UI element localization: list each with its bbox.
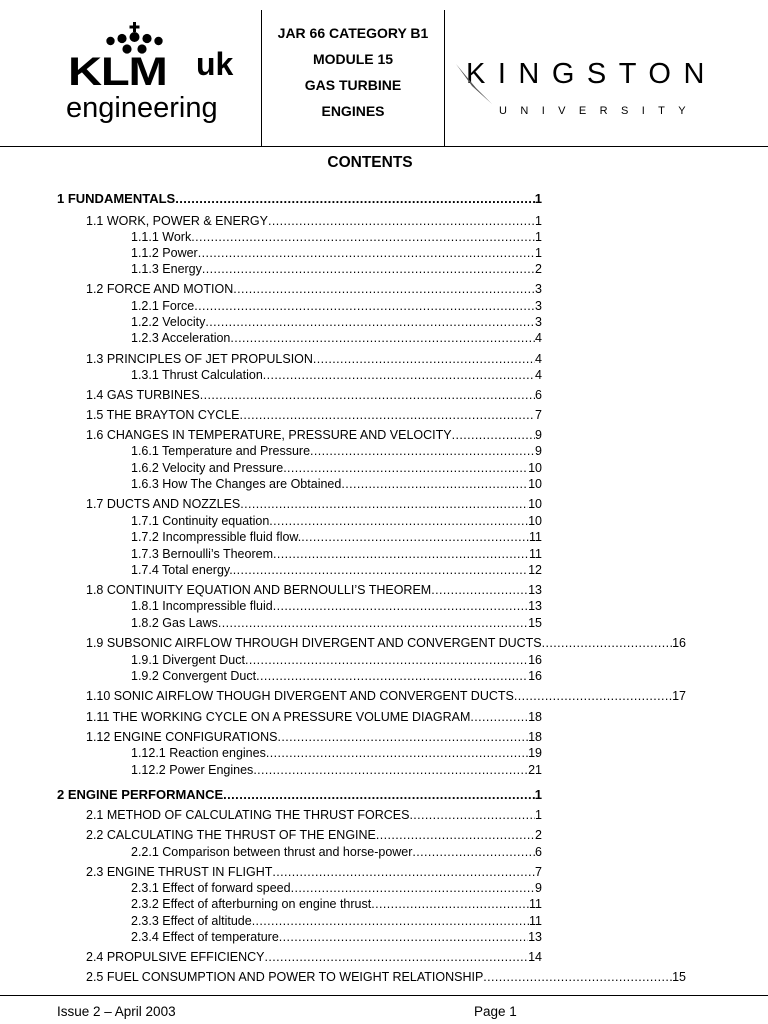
klm-uk-engineering-logo [66,22,256,132]
toc-entry-title: 2 ENGINE PERFORMANCE [57,787,224,802]
toc-dot-leader [253,762,528,778]
toc-dot-leader [263,367,535,383]
toc-subsection[interactable] [131,745,542,761]
toc-dot-leader [202,261,535,277]
toc-subsection[interactable] [131,929,542,945]
toc-subsection[interactable] [131,476,542,492]
toc-entry-title: 1.7.2 Incompressible fluid flow. [131,530,302,544]
toc-section[interactable] [86,427,542,443]
toc-entry-title: 1 FUNDAMENTALS [57,191,176,206]
toc-entry-title: 1.2.3 Acceleration [131,331,231,345]
module-title-block [262,20,444,124]
toc-dot-leader [452,427,535,443]
toc-dot-leader [265,949,529,965]
toc-entry-title: 2.3.3 Effect of altitude [131,914,252,928]
toc-subsection[interactable] [131,245,542,261]
toc-entry-page: 9 [535,444,542,458]
toc-subsection[interactable] [131,513,542,529]
toc-entry-page: 6 [535,845,542,859]
toc-dot-leader [218,615,528,631]
toc-entry-page: 1 [535,230,542,244]
toc-dot-leader [200,387,535,403]
contents-title: CONTENTS [327,154,413,171]
toc-dot-leader [205,314,535,330]
toc-entry-page: 17 [672,689,686,703]
toc-entry-page: 9 [535,881,542,895]
toc-entry-title: 1.8.1 Incompressible fluid [131,599,273,613]
toc-section[interactable] [86,709,542,725]
toc-dot-leader [273,598,528,614]
toc-entry-page: 18 [528,730,542,744]
toc-entry-title: 2.3.1 Effect of forward speed [131,881,291,895]
toc-dot-leader [268,213,535,229]
toc-entry-title: 2.3.4 Effect of temperature [131,930,279,944]
toc-subsection[interactable] [131,668,542,684]
toc-entry-page: 10 [528,497,542,511]
toc-entry-title: 1.7.3 Bernoulli’s Theorem [131,547,273,561]
toc-entry-page: 16 [672,636,686,650]
toc-subsection[interactable] [131,298,542,314]
page-header [0,0,768,147]
toc-subsection[interactable] [131,261,542,277]
toc-entry-title: 1.6.2 Velocity and Pressure [131,461,284,475]
toc-entry-page: 15 [528,616,542,630]
toc-dot-leader [233,562,528,578]
toc-dot-leader [371,896,529,912]
module-line: GAS TURBINE [304,77,402,93]
toc-entry-title: 1.2.1 Force [131,299,195,313]
toc-entry-page: 1 [534,191,542,206]
toc-subsection[interactable] [131,844,542,860]
toc-dot-leader [376,827,535,843]
toc-dot-leader [269,513,528,529]
toc-entry-page: 19 [528,746,542,760]
page-number: Page 1 [474,1004,517,1019]
toc-entry-page: 7 [535,865,542,879]
toc-entry-page: 15 [672,970,686,984]
toc-subsection[interactable] [131,229,542,245]
toc-entry-page: 4 [535,331,542,345]
toc-entry-page: 11 [529,547,542,561]
toc-entry-title: 1.9 SUBSONIC AIRFLOW THROUGH DIVERGENT AND CONVERGENT DUCTS [86,636,542,650]
toc-entry-page: 7 [535,408,542,422]
toc-dot-leader [240,407,536,423]
toc-entry-page: 14 [528,950,542,964]
toc-entry-title: 1.12.1 Reaction engines [131,746,266,760]
toc-subsection[interactable] [131,562,542,578]
toc-entry-title: 1.12 ENGINE CONFIGURATIONS [86,730,278,744]
toc-subsection[interactable] [131,330,542,346]
toc-entry-page: 18 [528,710,542,724]
toc-entry-page: 1 [535,808,542,822]
kingston-university-logo [452,54,717,126]
toc-entry-page: 3 [535,315,542,329]
toc-entry-page: 10 [528,461,542,475]
toc-section[interactable] [86,807,542,823]
toc-entry-page: 10 [528,514,542,528]
toc-dot-leader [230,330,535,346]
toc-entry-title: 1.2 FORCE AND MOTION [86,282,234,296]
toc-subsection[interactable] [131,598,542,614]
toc-subsection[interactable] [131,652,542,668]
toc-dot-leader [310,443,535,459]
toc-entry-title: 1.1.2 Power [131,246,198,260]
toc-entry-title: 2.1 METHOD OF CALCULATING THE THRUST FORCES [86,808,410,822]
issue-date: Issue 2 – April 2003 [57,1004,176,1019]
toc-section[interactable] [86,351,542,367]
toc-dot-leader [223,787,535,803]
toc-dot-leader [272,864,535,880]
toc-entry-title: 1.1.1 Work [131,230,192,244]
toc-entry-page: 11 [529,897,542,911]
logo-subtitle: engineering [66,92,218,124]
toc-entry-page: 2 [535,828,542,842]
toc-entry-page: 6 [535,388,542,402]
toc-dot-leader [191,229,535,245]
toc-entry-title: 1.11 THE WORKING CYCLE ON A PRESSURE VOLUME DIAGRAM [86,710,471,724]
toc-dot-leader [470,709,528,725]
toc-dot-leader [291,880,535,896]
toc-entry-title: 2.4 PROPULSIVE EFFICIENCY [86,950,265,964]
toc-section[interactable] [86,281,542,297]
toc-dot-leader [277,729,528,745]
toc-entry-page: 21 [528,763,542,777]
toc-dot-leader [431,582,528,598]
toc-entry-page: 3 [535,282,542,296]
module-line: JAR 66 CATEGORY B1 [277,25,429,41]
toc-entry-title: 1.2.2 Velocity [131,315,206,329]
toc-entry-title: 1.8 CONTINUITY EQUATION AND BERNOULLI’S THEOREM [86,583,432,597]
toc-section[interactable] [86,635,686,651]
toc-dot-leader [409,807,535,823]
toc-section[interactable] [86,969,686,985]
toc-entry-title: 1.5 THE BRAYTON CYCLE [86,408,240,422]
toc-subsection[interactable] [131,546,542,562]
toc-entry-page: 4 [535,352,542,366]
toc-section[interactable] [86,496,542,512]
toc-entry-page: 1 [535,214,542,228]
toc-entry-page: 11 [529,914,542,928]
logo-brand: KLM [68,50,167,94]
toc-dot-leader [245,652,528,668]
toc-entry-title: 2.3 ENGINE THRUST IN FLIGHT [86,865,273,879]
toc-section[interactable] [86,729,542,745]
toc-entry-page: 4 [535,368,542,382]
toc-section[interactable] [86,407,542,423]
toc-entry-title: 1.6.1 Temperature and Pressure [131,444,311,458]
toc-subsection[interactable] [131,880,542,896]
toc-chapter[interactable] [57,787,542,803]
toc-dot-leader [175,191,535,207]
toc-entry-title: 1.7.1 Continuity equation [131,514,270,528]
toc-entry-title: 1.12.2 Power Engines [131,763,254,777]
university-subtitle: UNIVERSITY [499,105,700,117]
toc-entry-page: 13 [528,930,542,944]
toc-dot-leader [198,245,535,261]
toc-dot-leader [194,298,535,314]
toc-entry-title: 2.3.2 Effect of afterburning on engine thrust [131,897,372,911]
toc-entry-page: 13 [528,599,542,613]
toc-dot-leader [273,546,529,562]
toc-entry-page: 1 [535,246,542,260]
toc-subsection[interactable] [131,314,542,330]
toc-chapter[interactable] [57,191,542,207]
toc-dot-leader [301,529,529,545]
toc-subsection[interactable] [131,762,542,778]
toc-dot-leader [233,281,535,297]
module-line: ENGINES [321,103,385,119]
toc-section[interactable] [86,688,686,704]
toc-entry-title: 1.4 GAS TURBINES [86,388,200,402]
toc-dot-leader [283,460,528,476]
logo-suffix: uk [196,46,234,82]
toc-entry-title: 2.2 CALCULATING THE THRUST OF THE ENGINE [86,828,376,842]
toc-entry-page: 9 [535,428,542,442]
toc-section[interactable] [86,387,542,403]
toc-dot-leader [483,969,672,985]
toc-section[interactable] [86,213,542,229]
toc-entry-title: 1.6 CHANGES IN TEMPERATURE, PRESSURE AND VELOCITY [86,428,452,442]
toc-dot-leader [341,476,528,492]
toc-entry-title: 1.7 DUCTS AND NOZZLES [86,497,241,511]
toc-entry-page: 1 [534,787,542,802]
toc-dot-leader [514,688,672,704]
toc-entry-title: 1.6.3 How The Changes are Obtained [131,477,342,491]
toc-entry-title: 1.9.1 Divergent Duct [131,653,245,667]
toc-subsection[interactable] [131,913,542,929]
toc-subsection[interactable] [131,443,542,459]
university-name: KINGSTON [466,58,717,90]
toc-entry-page: 16 [528,669,542,683]
toc-section[interactable] [86,827,542,843]
toc-subsection[interactable] [131,615,542,631]
toc-entry-page: 12 [528,563,542,577]
toc-entry-title: 2.2.1 Comparison between thrust and horse-power [131,845,413,859]
toc-entry-title: 1.1 WORK, POWER & ENERGY [86,214,268,228]
toc-dot-leader [313,351,535,367]
toc-entry-title: 2.5 FUEL CONSUMPTION AND POWER TO WEIGHT RELATIONSHIP [86,970,484,984]
toc-entry-title: 1.3 PRINCIPLES OF JET PROPULSION [86,352,313,366]
toc-entry-page: 3 [535,299,542,313]
toc-subsection[interactable] [131,460,542,476]
toc-subsection[interactable] [131,367,542,383]
toc-subsection[interactable] [131,529,542,545]
toc-dot-leader [266,745,528,761]
toc-entry-page: 13 [528,583,542,597]
toc-dot-leader [252,913,529,929]
toc-section[interactable] [86,949,542,965]
toc-entry-page: 11 [529,530,542,544]
toc-entry-title: 1.1.3 Energy [131,262,202,276]
toc-dot-leader [412,844,535,860]
toc-dot-leader [256,668,528,684]
toc-subsection[interactable] [131,896,542,912]
toc-entry-title: 1.8.2 Gas Laws [131,616,218,630]
toc-dot-leader [240,496,528,512]
toc-entry-page: 10 [528,477,542,491]
toc-entry-title: 1.3.1 Thrust Calculation [131,368,263,382]
toc-entry-title: 1.9.2 Convergent Duct [131,669,257,683]
footer-rule [0,995,768,996]
module-line: MODULE 15 [312,51,394,67]
toc-dot-leader [542,635,672,651]
toc-entry-title: 1.10 SONIC AIRFLOW THOUGH DIVERGENT AND CONVERGENT DUCTS [86,689,514,703]
header-divider-right [444,10,445,146]
toc-entry-page: 2 [535,262,542,276]
toc-dot-leader [279,929,528,945]
toc-entry-page: 16 [528,653,542,667]
toc-entry-title: 1.7.4 Total energy. [131,563,233,577]
toc-section[interactable] [86,582,542,598]
toc-section[interactable] [86,864,542,880]
